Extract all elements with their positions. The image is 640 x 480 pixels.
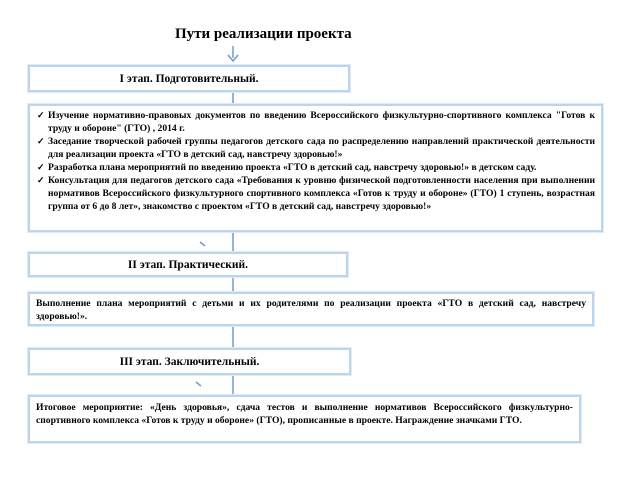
list-item: ✓ Заседание творческой рабочей группы педагогов детского сада по распределению направлений практической деятельности для реализации проекта «ГТО в детский сад, навстречу здоровью!»	[37, 136, 595, 160]
stage-3-label: III этап. Заключительный.	[119, 355, 260, 368]
check-icon: ✓	[37, 136, 45, 146]
stage-1-items-list	[36, 109, 595, 213]
stage-2-label: II этап. Практический.	[127, 258, 249, 271]
list-item: ✓ Консультация для педагогов детского сада «Требования к уровню физической подготовленности населения при выполнении нормативов Всероссийского физкультурного спортивного комплекса «Готов к труду и обороне» (ГТО) 1 ступень, возрастная группа от 6 до 8 лет», знакомство с проектом «ГТО в детский сад, навстречу здоровью!»	[37, 175, 595, 212]
check-icon: ✓	[37, 110, 45, 120]
stage-2-box	[28, 252, 348, 277]
stage-2-text: Выполнение плана мероприятий с детьми и их родителями по реализации проекта «ГТО в детский сад, навстречу здоровью!».	[36, 298, 586, 322]
arrow-tick-2	[200, 242, 205, 246]
check-icon: ✓	[37, 162, 45, 172]
check-icon: ✓	[37, 175, 45, 185]
stage-1-box	[28, 65, 350, 92]
stage-3-text-box	[28, 395, 581, 443]
arrow-tick-3	[196, 382, 201, 386]
stage-2-text-box	[28, 292, 594, 326]
stage-3-text: Итоговое мероприятие: «День здоровья», сдача тестов и выполнение нормативов Всероссийского физкультурно-спортивного комплекса «Готов к труду и обороне» (ГТО), прописанные в проекте. Награждение значками ГТО.	[36, 402, 573, 426]
stage-1-label: I этап. Подготовительный.	[119, 72, 259, 85]
stage-1-items-box	[28, 104, 603, 232]
list-item: ✓ Изучение нормативно-правовых документов по введению Всероссийского физкультурно-спортивного комплекса "Готов к труду и обороне" (ГТО) , 2014 г.	[37, 110, 595, 134]
stage-3-box	[28, 348, 351, 375]
list-item: ✓ Разработка плана мероприятий по введению проекта «ГТО в детский сад, навстречу здоровью!» в детском саду.	[37, 162, 537, 173]
page-title: Пути реализации проекта	[175, 26, 352, 42]
